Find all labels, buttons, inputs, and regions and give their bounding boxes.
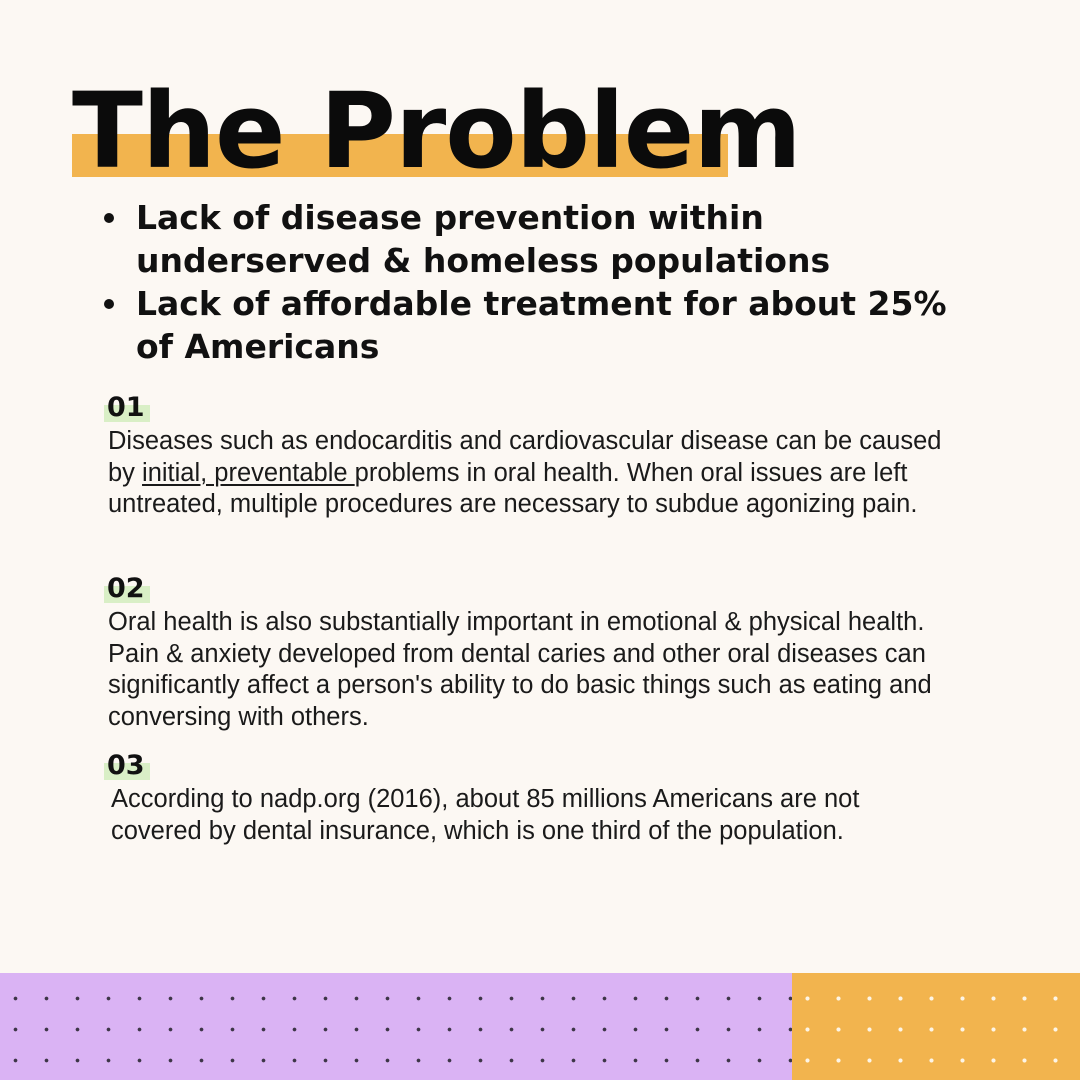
section-02 [104,573,944,733]
page-title: The Problem [72,70,801,192]
underlined-phrase: initial, preventable [142,458,355,487]
section-number-block [104,392,944,426]
section-03 [104,750,944,847]
section-number: 03 [107,750,145,781]
bullet-dot-icon [104,213,114,223]
section-number: 01 [107,392,145,423]
section-number-block [104,573,944,607]
bullet-dot-icon [104,299,114,309]
bullet-text: Lack of affordable treatment for about 25% of Americans [136,284,947,366]
section-number-block [104,750,944,784]
footer-dotted-band-purple [0,973,792,1080]
bullet-text: Lack of disease prevention within underserved & homeless populations [136,198,831,280]
paragraph-text: Diseases such as endocarditis and cardiovascular disease can be caused by [108,427,942,487]
section-paragraph: Oral health is also substantially important in emotional & physical health. Pain & anxiety developed from dental caries and other oral diseases can significantly affect a person's ability to do basic things such as eating and conversing with others. [108,608,932,731]
paragraph-text: problems in oral health. When oral issues are left untreated, multiple procedures are necessary to subdue agonizing pain. [108,458,918,518]
section-01 [104,392,944,521]
section-paragraph [104,426,944,521]
problem-bullet-list [104,196,964,368]
footer-dotted-band-orange [792,973,1080,1080]
title-block [72,70,801,192]
bullet-item [104,196,964,282]
section-number: 02 [107,573,145,604]
bullet-item [104,282,964,368]
section-paragraph: According to nadp.org (2016), about 85 millions Americans are not covered by dental insurance, which is one third of the population. [111,785,860,845]
